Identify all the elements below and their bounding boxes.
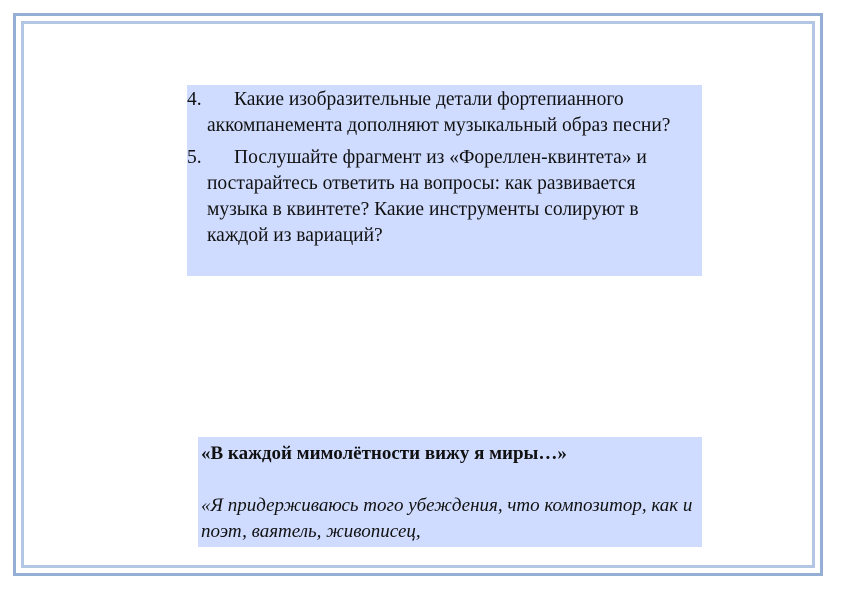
question-number: 4.	[187, 89, 202, 110]
question-text: Какие изобразительные детали фортепианного аккомпанемента дополняют музыкальный образ песни?	[207, 89, 671, 136]
question-number: 5.	[187, 147, 202, 168]
quote-title: «В каждой мимолётности вижу я миры…»	[201, 443, 567, 464]
quote-spacer	[201, 467, 694, 493]
question-item	[187, 145, 694, 249]
quote-block	[198, 437, 702, 547]
questions-block	[187, 85, 702, 276]
question-text: Послушайте фрагмент из «Фореллен-квинтета» и постарайтесь ответить на вопросы: как развивается музыка в квинтете? Какие инструменты солируют в каждой из вариаций?	[207, 147, 647, 246]
question-item	[187, 87, 694, 139]
quote-text: «Я придерживаюсь того убеждения, что композитор, как и поэт, ваятель, живописец,	[201, 495, 693, 542]
